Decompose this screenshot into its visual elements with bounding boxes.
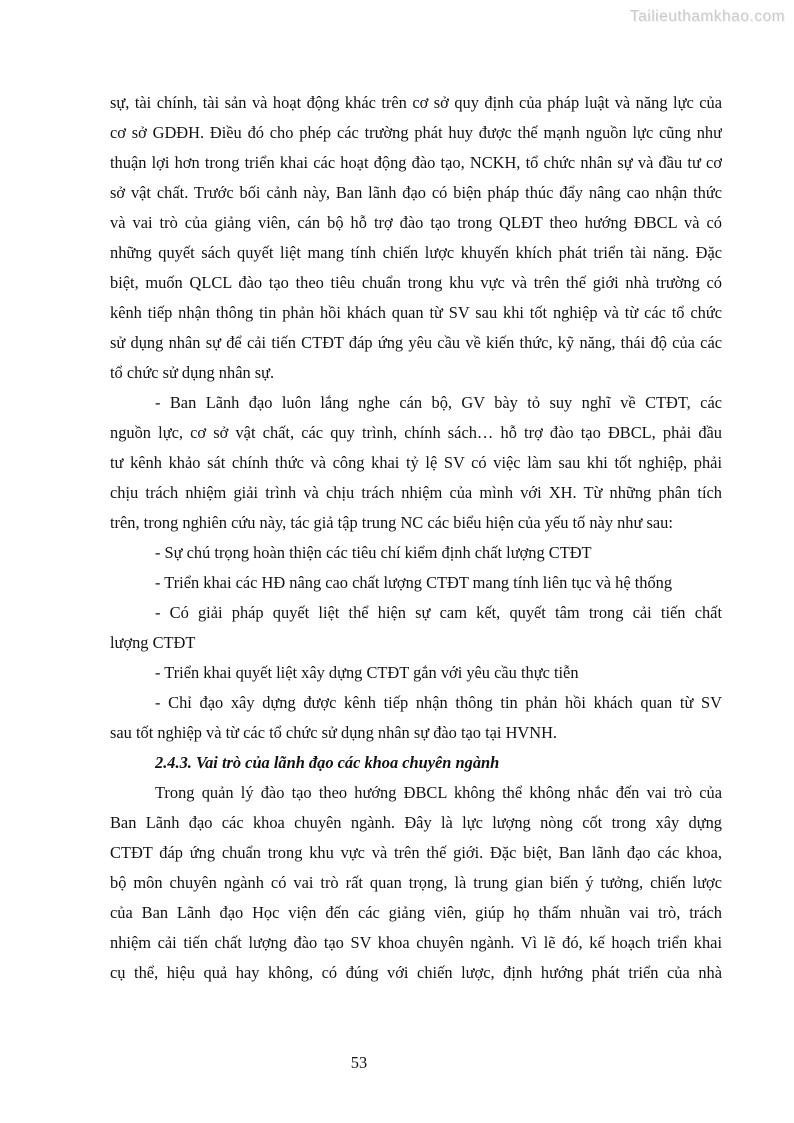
text-line: lượng CTĐT (110, 633, 196, 652)
text-line: Trong quản lý đào tạo theo hướng ĐBCL không thể không nhắc đến vai trò của (155, 783, 722, 802)
text-line: chịu trách nhiệm giải trình và chịu trách nhiệm của mình với XH. Từ những phân tích (110, 483, 722, 502)
text-line: - Ban Lãnh đạo luôn lắng nghe cán bộ, GV bày tỏ suy nghĩ về CTĐT, các (155, 393, 722, 412)
text-line: Ban Lãnh đạo các khoa chuyên ngành. Đây là lực lượng nòng cốt trong xây dựng (110, 813, 722, 832)
text-line: nguồn lực, cơ sở vật chất, các quy trình, chính sách… hỗ trợ đào tạo ĐBCL, phải đầu (110, 423, 722, 442)
text-line: của Ban Lãnh đạo Học viện đến các giảng viên, giúp họ thấm nhuần vai trò, trách (110, 903, 722, 922)
text-line: kênh tiếp nhận thông tin phản hồi khách quan từ SV sau khi tốt nghiệp và từ các tổ chức (110, 303, 722, 322)
text-line: nhiệm cải tiến chất lượng đào tạo SV khoa chuyên ngành. Vì lẽ đó, kế hoạch triển khai (110, 933, 722, 952)
text-line: - Chỉ đạo xây dựng được kênh tiếp nhận thông tin phản hồi khách quan từ SV (155, 693, 722, 712)
text-line: sở vật chất. Trước bối cảnh này, Ban lãnh đạo có biện pháp thúc đẩy nâng cao nhận thức (110, 183, 722, 202)
text-line: sau tốt nghiệp và từ các tổ chức sử dụng nhân sự đào tạo tại HVNH. (110, 723, 558, 742)
text-line: sự, tài chính, tài sản và hoạt động khác trên cơ sở quy định của pháp luật và năng lực của (110, 93, 722, 112)
text-line: trên, trong nghiên cứu này, tác giả tập trung NC các biểu hiện của yếu tố này như sau: (110, 513, 673, 532)
text-line: bộ môn chuyên ngành có vai trò rất quan trọng, là trung gian biến ý tưởng, chiến lược (110, 873, 722, 892)
text-line: biệt, muốn QLCL đào tạo theo tiêu chuẩn trong khu vực và trên thế giới nhà trường có (110, 273, 722, 292)
section-heading: 2.4.3. Vai trò của lãnh đạo các khoa chuyên ngành (155, 753, 500, 772)
text-line: những quyết sách quyết liệt mang tính chiến lược khuyến khích phát triển tài năng. Đặc (110, 243, 722, 262)
page-number: 53 (350, 1053, 368, 1072)
text-line: - Sự chú trọng hoàn thiện các tiêu chí kiểm định chất lượng CTĐT (155, 543, 592, 562)
text-line: sử dụng nhân sự để cải tiến CTĐT đáp ứng yêu cầu về kiến thức, kỹ năng, thái độ của các (110, 333, 722, 352)
text-line: và vai trò của giảng viên, cán bộ hỗ trợ đào tạo trong QLĐT theo hướng ĐBCL và có (110, 213, 722, 232)
text-line: cụ thể, hiệu quả hay không, có đúng với chiến lược, định hướng phát triển của nhà (110, 963, 722, 982)
text-line: - Triển khai quyết liệt xây dựng CTĐT gắn với yêu cầu thực tiễn (155, 663, 579, 682)
text-line: tổ chức sử dụng nhân sự. (110, 363, 275, 382)
text-line: CTĐT đáp ứng chuẩn trong khu vực và trên thế giới. Đặc biệt, Ban lãnh đạo các khoa, (110, 843, 722, 862)
text-line: tư kênh khảo sát chính thức và công khai tỷ lệ SV có việc làm sau khi tốt nghiệp, phải (110, 453, 722, 472)
watermark: Tailieuthamkhao.com (629, 8, 785, 25)
text-block (110, 88, 722, 988)
text-line: thuận lợi hơn trong triển khai các hoạt động đào tạo, NCKH, tổ chức nhân sự và đầu tư cơ (110, 153, 722, 172)
text-line: - Có giải pháp quyết liệt thể hiện sự cam kết, quyết tâm trong cải tiến chất (155, 603, 722, 622)
text-line: cơ sở GDĐH. Điều đó cho phép các trường phát huy được thế mạnh nguồn lực cũng như (110, 123, 722, 142)
text-line: - Triển khai các HĐ nâng cao chất lượng CTĐT mang tính liên tục và hệ thống (155, 573, 673, 592)
